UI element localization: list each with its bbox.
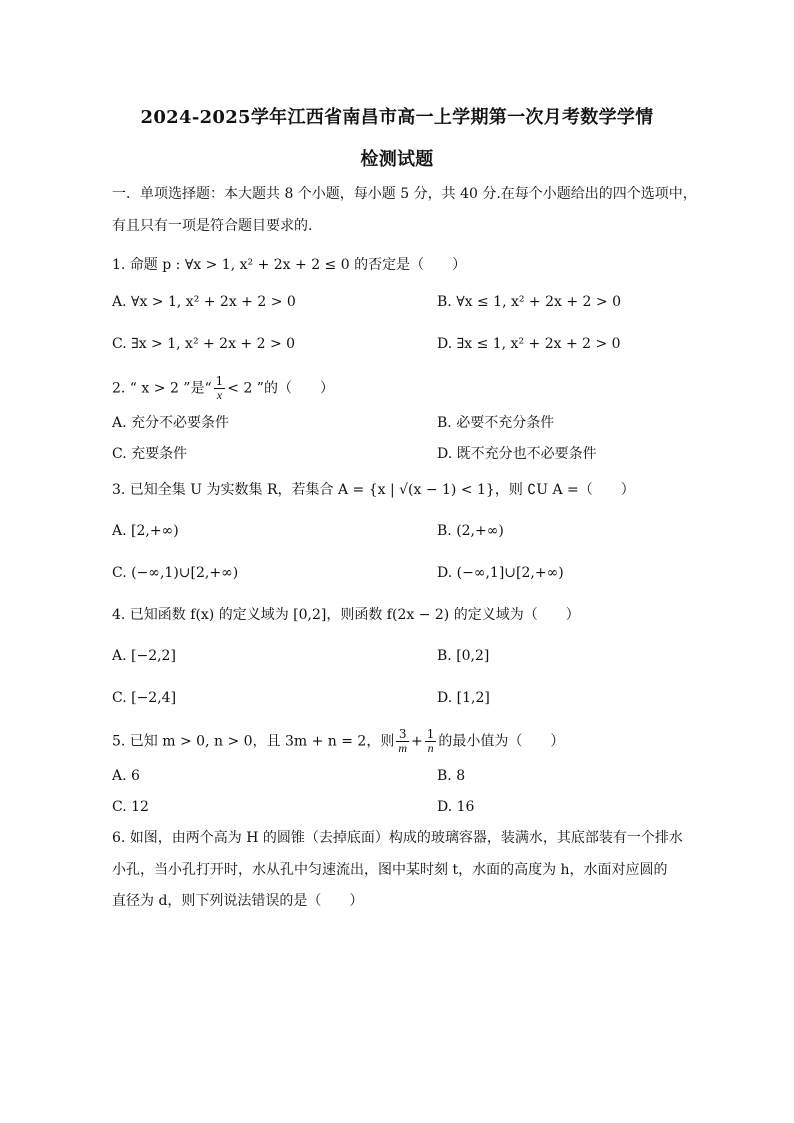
q6-stem-line2: 小孔，当小孔打开时，水从孔中匀速流出，图中某时刻 t，水面的高度为 h，水面对应圆的: [112, 862, 668, 878]
q5-frac1-denominator: m: [398, 741, 408, 755]
q5-fraction-1: [396, 728, 409, 755]
q1-option-a: A. ∀x > 1, x² + 2x + 2 > 0: [112, 294, 296, 310]
q4-option-b: B. [0,2]: [437, 648, 490, 664]
q6-stem-line3: 直径为 d，则下列说法错误的是（ ）: [112, 893, 364, 909]
q2-option-c: C. 充要条件: [112, 446, 188, 462]
q5-stem-post: 的最小值为（ ）: [438, 733, 565, 750]
doc-title-line1: 2024-2025学年江西省南昌市高一上学期第一次月考数学学情: [140, 107, 654, 128]
q2-stem-post: < 2 ”的（ ）: [227, 380, 334, 397]
q1-option-c: C. ∃x > 1, x² + 2x + 2 > 0: [112, 336, 296, 352]
q2-option-b: B. 必要不充分条件: [437, 415, 555, 431]
q3-option-b: B. (2,+∞): [437, 523, 504, 539]
q4-option-a: A. [−2,2]: [112, 648, 176, 664]
q5-fraction-2: [425, 728, 437, 755]
q1-option-b: B. ∀x ≤ 1, x² + 2x + 2 > 0: [437, 294, 621, 310]
q5-option-a: A. 6: [112, 768, 140, 784]
q5-frac2-numerator: 1: [426, 727, 435, 741]
doc-title-line2: 检测试题: [360, 149, 434, 170]
q5-option-b: B. 8: [437, 768, 466, 784]
q4-option-d: D. [1,2]: [437, 690, 490, 706]
q1-stem: 1. 命题 p : ∀x > 1, x² + 2x + 2 ≤ 0 的否定是（ ）: [112, 257, 467, 273]
q3-stem: 3. 已知全集 U 为实数集 R，若集合 A = {x | √(x − 1) < 1}，则 ∁U A =（ ）: [112, 482, 635, 498]
q4-option-c: C. [−2,4]: [112, 690, 177, 706]
q3-option-c: C. (−∞,1)∪[2,+∞): [112, 565, 239, 581]
q5-stem: [112, 728, 564, 755]
q6-stem-line1: 6. 如图，由两个高为 H 的圆锥（去掉底面）构成的玻璃容器，装满水，其底部装有一个排水: [112, 830, 683, 846]
q5-option-d: D. 16: [437, 799, 475, 815]
q2-stem-pre: 2. “ x > 2 ”是“: [112, 380, 212, 397]
q2-frac-denominator: x: [216, 388, 223, 402]
q5-frac2-denominator: n: [427, 741, 434, 755]
q5-stem-pre: 5. 已知 m > 0, n > 0，且 3m + n = 2，则: [112, 733, 395, 750]
section-instructions-line1: 一．单项选择题：本大题共 8 个小题，每小题 5 分，共 40 分.在每个小题给出的四个选项中，: [112, 186, 697, 202]
q2-option-a: A. 充分不必要条件: [112, 415, 230, 431]
q3-option-d: D. (−∞,1]∪[2,+∞): [437, 565, 564, 581]
q2-fraction: [214, 375, 226, 402]
q2-frac-numerator: 1: [215, 374, 224, 388]
q5-option-c: C. 12: [112, 799, 149, 815]
q5-frac1-numerator: 3: [396, 728, 409, 742]
q5-plus: +: [411, 733, 423, 750]
q2-stem: [112, 375, 334, 402]
q1-option-d: D. ∃x ≤ 1, x² + 2x + 2 > 0: [437, 336, 621, 352]
q4-stem: 4. 已知函数 f(x) 的定义域为 [0,2]，则函数 f(2x − 2) 的定义域为（ ）: [112, 607, 580, 623]
q3-option-a: A. [2,+∞): [112, 523, 179, 539]
q2-option-d: D. 既不充分也不必要条件: [437, 446, 597, 462]
section-instructions-line2: 有且只有一项是符合题目要求的.: [112, 218, 313, 234]
